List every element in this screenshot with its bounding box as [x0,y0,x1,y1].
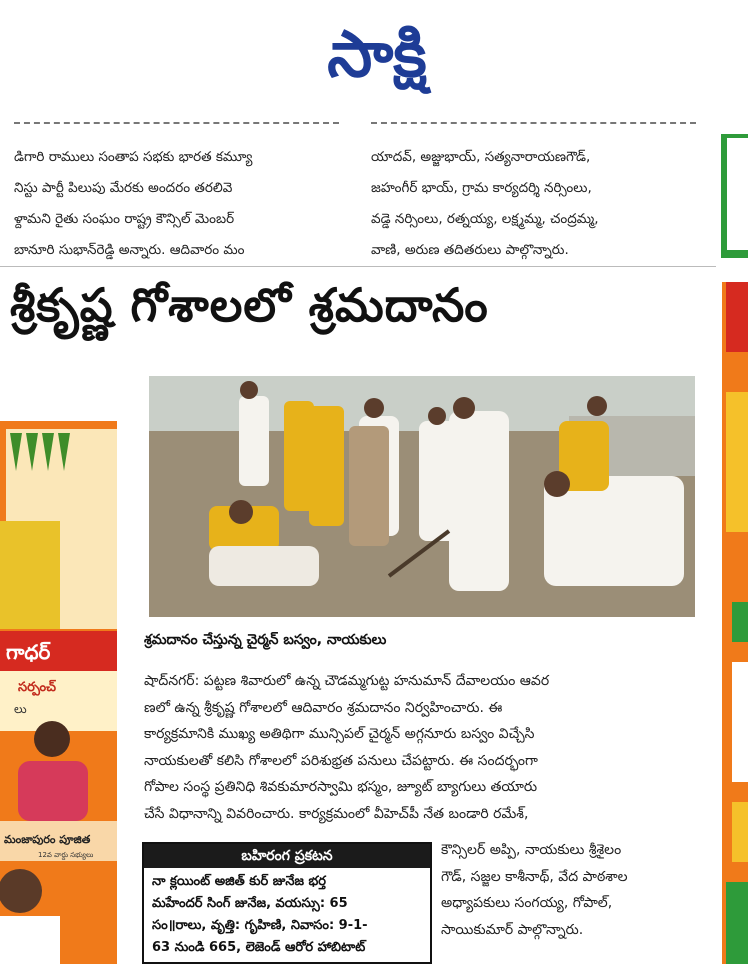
masthead [0,0,748,118]
text-line: నిస్టు పార్టీ పిలుపు మేరకు అందరం తరలివె [14,180,233,196]
photo-caption: శ్రమదానం చేస్తున్న చైర్మన్ బస్వం, నాయకులు [144,632,387,648]
sakshi-logo [272,8,482,100]
left-advertisement [0,421,117,964]
notice-line: సం॥రాలు, వృత్తి: గృహిణి, నివాసం: 9-1- [152,918,368,933]
previous-article-right-column [371,142,701,266]
text-line: అధ్యాపకులు సంగయ్య, గోపాల్, [441,895,613,911]
text-line: నాయకులతో కలిసి గోశాలలో పరిశుభ్రత పనులు చేపట్టారు. ఈ సందర్భంగా [144,752,538,769]
text-line: బానూరి సుభాన్‌రెడ్డి అన్నారు. ఆదివారం మం [14,242,245,258]
ad-person2: మంజాపురం పూజిత [4,833,91,846]
previous-article-left-column [14,142,344,266]
ad-name-line: గాధర్ [6,640,51,664]
text-line: గౌడ్, సజ్జల కాశీనాథ్, వేద పాఠశాల [441,868,628,885]
article-body [144,668,724,827]
green-ad-strip [721,134,748,258]
text-line: జహంగీర్ భాయ్, గ్రామ కార్యదర్శి నర్సింలు, [371,180,592,196]
public-notice-box [142,842,432,964]
text-line: యాదవ్, అజ్జుభాయ్, సత్యనారాయణగౌడ్, [371,149,591,165]
logo-text: సాక్షి [327,18,427,92]
notice-title: బహిరంగ ప్రకటన [144,844,430,868]
clipped-text-edge [0,118,748,130]
text-line: వాణి, అరుణ తదితరులు పాల్గొన్నారు. [371,242,569,258]
text-line: కార్యక్రమానికి ముఖ్య అతిథిగా మున్సిపల్ చైర్మన్ అగ్గనూరు బస్వం విచ్చేసి [144,726,535,742]
text-line: వడ్డె నర్సింలు, రత్నయ్య, లక్ష్మమ్మ, చంద్రమ్మ, [371,211,599,227]
text-line: కౌన్సిలర్ అప్పి, నాయకులు శ్రీశైలం [441,842,622,858]
text-line: ళ్దామని రైతు సంఘం రాష్ట్ర కౌన్సిల్ మెంబర్ [14,211,235,227]
text-line: సాయికుమార్ పాల్గొన్నారు. [441,921,584,938]
text-line: చేసే విధానాన్ని వివరించారు. కార్యక్రమంలో వీహెచ్‌పీ నేత బండారి రమేశ్, [144,805,529,822]
ad-small-line: 12వ వార్డు సభ్యులు [38,851,94,859]
text-line: షాద్‌నగర్: పట్టణ శివారులో ఉన్న చౌడమ్మగుట్ట హనుమాన్ దేవాలయం ఆవర [144,673,550,689]
text-line: గోపాల సంస్థ ప్రతినిధి శివకుమారస్వామి భస్మం, జ్యూట్ బ్యాగులు తయారు [144,779,538,795]
ad-sub-line: లు [14,702,27,716]
ad-role-line: సర్పంచ్ [18,680,57,695]
article-body-continued [441,837,731,943]
text-line: ణలో ఉన్న శ్రీకృష్ణ గోశాలలో ఆదివారం శ్రమదానం నిర్వహించారు. ఈ [144,699,503,716]
text-line: డిగారి రాములు సంతాప సభకు భారత కమ్యూ [14,149,253,165]
notice-line: నా క్లయింట్ అజిత్ కుర్ జునేజ భర్త [152,874,326,889]
notice-line: మహేందర్ సింగ్ జునేజ, వయస్సు: 65 [152,896,348,911]
notice-line: 63 నుండి 665, లెజెండ్ ఆరోర హాబిటాట్ [152,940,366,955]
right-advertisement [722,282,748,964]
article-photo [149,376,695,617]
divider [0,266,716,267]
article-headline: శ్రీకృష్ణ గోశాలలో శ్రమదానం [10,278,489,332]
